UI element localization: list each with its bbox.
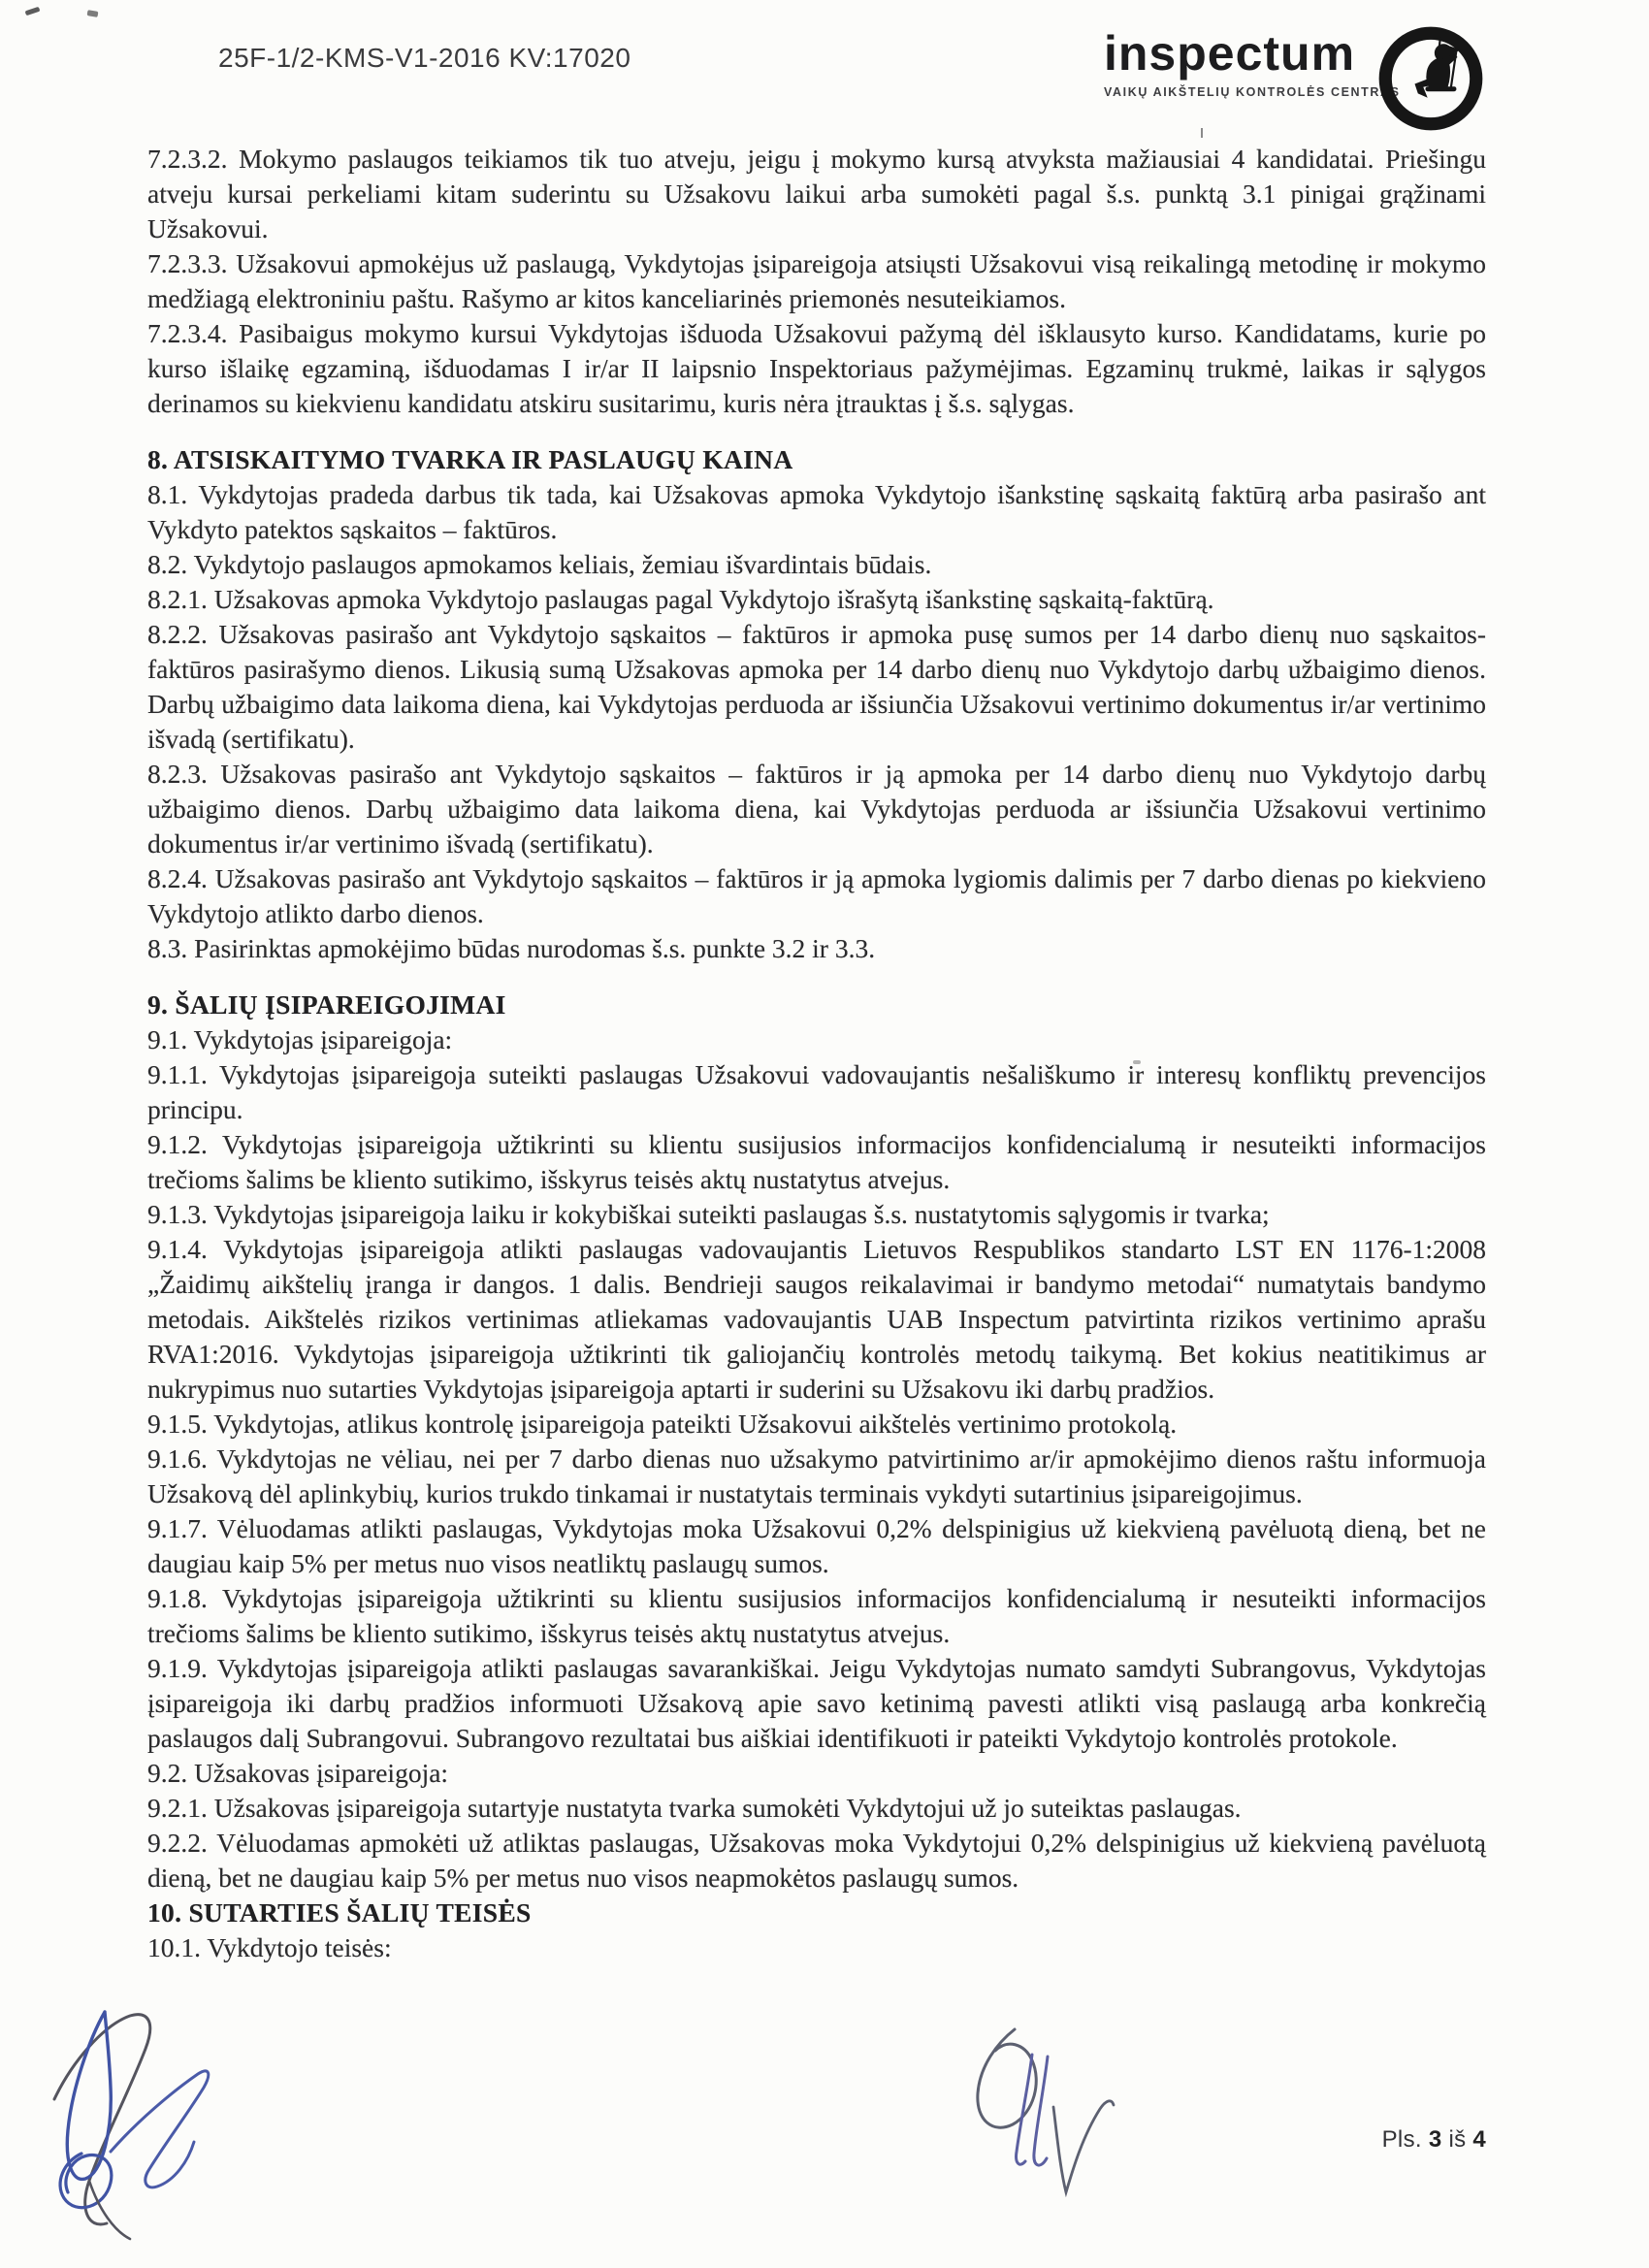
- paragraph: 7.2.3.4. Pasibaigus mokymo kursui Vykdytojas išduoda Užsakovui pažymą dėl išklausyto kurso. Kandidatams, kurie po kurso išlaikę egzaminą, išduodamas I ir/ar II laipsnio Inspektoriaus pažymėjimas. Egzaminų trukmė, laikas ir sąlygos derinamos su kiekvienu kandidatu atskiru susitarimu, kuris nėra įtrauktas į š.s. sąlygas.: [147, 318, 1486, 418]
- section-heading: 9. ŠALIŲ ĮSIPAREIGOJIMAI: [147, 989, 506, 1020]
- page-number-current: 3: [1428, 2126, 1442, 2153]
- paragraph: 7.2.3.2. Mokymo paslaugos teikiamos tik tuo atveju, jeigu į mokymo kursą atvyksta mažiausiai 4 kandidatai. Priešingu atveju kursai perkeliami kitam suderintu su Užsakovu laikui arba sumokėti pagal š.s. punktą 3.1 pinigai grąžinami Užsakovui.: [147, 144, 1486, 243]
- paragraph: 9.1.1. Vykdytojas įsipareigoja suteikti paslaugas Užsakovui vadovaujantis nešališkumo ir interesų konfliktų prevencijos principu.: [147, 1059, 1486, 1124]
- paragraph: 8.2.3. Užsakovas pasirašo ant Vykdytojo sąskaitos – faktūros ir ją apmoka per 14 darbo dienų nuo Vykdytojo darbų užbaigimo dienos. Darbų užbaigimo data laikoma diena, kai Vykdytojas perduoda ar išsiunčia Užsakovui vertinimo dokumentus ir/ar vertinimo išvadą (sertifikatu).: [147, 759, 1486, 859]
- child-on-swing-icon: [1377, 25, 1484, 132]
- logo-tagline: VAIKŲ AIKŠTELIŲ KONTROLĖS CENTRAS: [1104, 85, 1401, 99]
- page-number-total: 4: [1472, 2126, 1486, 2153]
- document-body: [147, 142, 1486, 1965]
- logo-wordmark: inspectum: [1104, 26, 1356, 81]
- paragraph: 9.2.2. Vėluodamas apmokėti už atliktas paslaugas, Užsakovas moka Vykdytojui 0,2% delspinigius už kiekvieną pavėluotą dieną, bet ne daugiau kaip 5% per metus nuo visos neapmokėtos paslaugų sumos.: [147, 1828, 1486, 1893]
- paragraph: 8.3. Pasirinktas apmokėjimo būdas nurodomas š.s. punkte 3.2 ir 3.3.: [147, 933, 876, 963]
- scan-speck: [87, 10, 99, 17]
- paragraph: 9.1.4. Vykdytojas įsipareigoja atlikti paslaugas vadovaujantis Lietuvos Respublikos standarto LST EN 1176-1:2008 „Žaidimų aikštelių įranga ir dangos. 1 dalis. Bendrieji saugos reikalavimai ir bandymo metodai“ numatytais bandymo metodais. Aikštelės rizikos vertinimas atliekamas vadovaujantis UAB Inspectum patvirtinta rizikos vertinimo aprašu RVA1:2016. Vykdytojas įsipareigoja užtikrinti tik galiojančių kontrolės metodų taikymą. Bet kokius neatitikimus ar nukrypimus nuo sutarties Vykdytojas įsipareigoja aptarti ir suderini su Užsakovu iki darbų pradžios.: [147, 1234, 1486, 1404]
- section-heading: 10. SUTARTIES ŠALIŲ TEISĖS: [147, 1897, 532, 1928]
- paragraph: 9.1.6. Vykdytojas ne vėliau, nei per 7 darbo dienas nuo užsakymo patvirtinimo ar/ir apmokėjimo dienos raštu informuoja Užsakovą dėl aplinkybių, kurios trukdo tinkamai ir nustatytais terminais vykdyti sutartinius įsipareigojimus.: [147, 1443, 1486, 1508]
- paragraph: 9.1.2. Vykdytojas įsipareigoja užtikrinti su klientu susijusios informacijos konfidencialumą ir nesuteikti informacijos trečioms šalims be kliento sutikimo, išskyrus teisės aktų nustatytus atvejus.: [147, 1129, 1486, 1194]
- scan-speck: [1201, 128, 1203, 138]
- paragraph: 9.1.5. Vykdytojas, atlikus kontrolę įsipareigoja pateikti Užsakovui aikštelės vertinimo protokolą.: [147, 1409, 1178, 1439]
- document-number: 25F-1/2-KMS-V1-2016 KV:17020: [218, 43, 631, 73]
- paragraph: 7.2.3.3. Užsakovui apmokėjus už paslaugą, Vykdytojas įsipareigoja atsiųsti Užsakovui visą reikalingą metodinę ir mokymo medžiagą elektroniniu paštu. Rašymo ar kitos kanceliarinės priemonės nesuteikiamos.: [147, 248, 1486, 313]
- paragraph: 8.1. Vykdytojas pradeda darbus tik tada, kai Užsakovas apmoka Vykdytojo išankstinę sąskaitą faktūrą arba pasirašo ant Vykdyto patektos sąskaitos – faktūros.: [147, 479, 1486, 544]
- company-logo: [1104, 26, 1482, 141]
- paragraph: 8.2.2. Užsakovas pasirašo ant Vykdytojo sąskaitos – faktūros ir apmoka pusę sumos per 14 darbo dienų nuo sąskaitos-faktūros pasirašymo dienos. Likusią sumą Užsakovas apmoka per 14 darbo dienų nuo Vykdytojo darbų užbaigimo dienos. Darbų užbaigimo data laikoma diena, kai Vykdytojas perduoda ar išsiunčia Užsakovui vertinimo dokumentus ir/ar vertinimo išvadą (sertifikatu).: [147, 619, 1486, 754]
- page-number-separator: iš: [1448, 2126, 1467, 2153]
- scan-speck: [25, 7, 41, 16]
- paragraph: 9.1.9. Vykdytojas įsipareigoja atlikti paslaugas savarankiškai. Jeigu Vykdytojas numato samdyti Subrangovus, Vykdytojas įsipareigoja iki darbų pradžios informuoti Užsakovą apie savo ketinimą pavesti atlikti visą paslaugą arba konkrečią paslaugos dalį Subrangovui. Subrangovo rezultatai bus aiškiai identifikuoti ir pateikti Vykdytojo kontrolės protokole.: [147, 1653, 1486, 1753]
- paragraph: 9.1.3. Vykdytojas įsipareigoja laiku ir kokybiškai suteikti paslaugas š.s. nustatytomis sąlygomis ir tvarka;: [147, 1199, 1270, 1229]
- paragraph: 8.2.1. Užsakovas apmoka Vykdytojo paslaugas pagal Vykdytojo išrašytą išankstinę sąskaitą-faktūrą.: [147, 584, 1214, 614]
- signature-left: [21, 2006, 215, 2244]
- section-heading: 8. ATSISKAITYMO TVARKA IR PASLAUGŲ KAINA: [147, 444, 793, 474]
- paragraph: 9.2. Užsakovas įsipareigoja:: [147, 1758, 449, 1788]
- paragraph: 10.1. Vykdytojo teisės:: [147, 1932, 392, 1962]
- paragraph: 9.2.1. Užsakovas įsipareigoja sutartyje nustatyta tvarka sumokėti Vykdytojui už jo suteiktas paslaugas.: [147, 1793, 1242, 1823]
- logo-text-block: [1104, 26, 1401, 99]
- page-number: [1382, 2126, 1486, 2154]
- paragraph: 9.1.8. Vykdytojas įsipareigoja užtikrinti su klientu susijusios informacijos konfidencialumą ir nesuteikti informacijos trečioms šalims be kliento sutikimo, išskyrus teisės aktų nustatytus atvejus.: [147, 1583, 1486, 1648]
- signature-right: [939, 2016, 1123, 2210]
- paragraph: 8.2.4. Užsakovas pasirašo ant Vykdytojo sąskaitos – faktūros ir ją apmoka lygiomis dalimis per 7 darbo dienas po kiekvieno Vykdytojo atlikto darbo dienos.: [147, 863, 1486, 928]
- paragraph: 8.2. Vykdytojo paslaugos apmokamos keliais, žemiau išvardintais būdais.: [147, 549, 932, 579]
- paragraph: 9.1.7. Vėluodamas atlikti paslaugas, Vykdytojas moka Užsakovui 0,2% delspinigius už kiekvieną pavėluotą dieną, bet ne daugiau kaip 5% per metus nuo visos neatliktų paslaugų sumos.: [147, 1513, 1486, 1578]
- page-number-prefix: Pls.: [1381, 2126, 1422, 2153]
- paragraph: 9.1. Vykdytojas įsipareigoja:: [147, 1024, 453, 1054]
